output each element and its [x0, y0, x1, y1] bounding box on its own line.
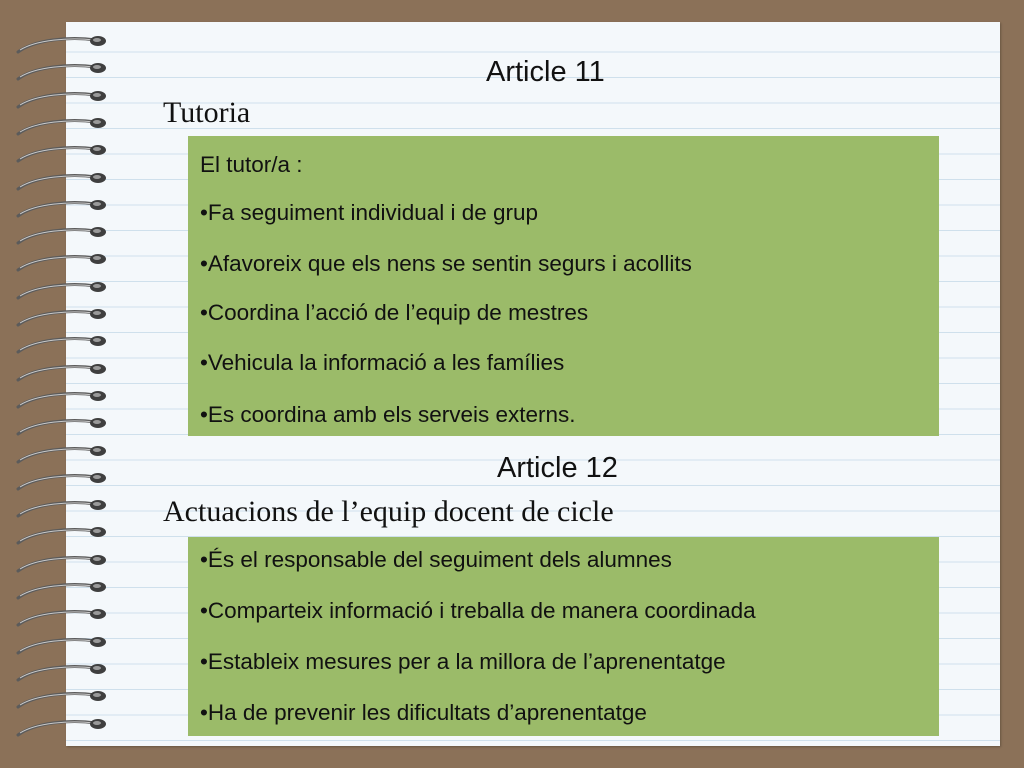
- spiral-ring-icon: [14, 305, 114, 331]
- spiral-ring-icon: [14, 469, 114, 495]
- spiral-ring-icon: [14, 387, 114, 413]
- spiral-ring-icon: [14, 59, 114, 85]
- spiral-ring-icon: [14, 32, 114, 58]
- article-11-box: [188, 136, 939, 436]
- spiral-ring-icon: [14, 660, 114, 686]
- spiral-ring-icon: [14, 442, 114, 468]
- article-11-line-3: •Coordina l’acció de l’equip de mestres: [200, 300, 589, 325]
- article-11-line-4: •Vehicula la informació a les famílies: [200, 350, 565, 375]
- spiral-ring-icon: [14, 114, 114, 140]
- article-11-line-2: •Afavoreix que els nens se sentin segurs i acollits: [200, 251, 692, 276]
- spiral-ring-icon: [14, 332, 114, 358]
- article-12-heading: Article 12: [497, 452, 618, 484]
- article-12-line-0: •És el responsable del seguiment dels alumnes: [200, 547, 672, 572]
- article-12-line-1: •Comparteix informació i treballa de manera coordinada: [200, 598, 756, 623]
- spiral-ring-icon: [14, 551, 114, 577]
- spiral-ring-icon: [14, 496, 114, 522]
- article-11-line-1: •Fa seguiment individual i de grup: [200, 200, 539, 225]
- spiral-ring-icon: [14, 578, 114, 604]
- article-11-heading: Article 11: [486, 56, 605, 88]
- spiral-ring-icon: [14, 87, 114, 113]
- spiral-ring-icon: [14, 414, 114, 440]
- spiral-ring-icon: [14, 250, 114, 276]
- spiral-ring-icon: [14, 605, 114, 631]
- article-12-line-3: •Ha de prevenir les dificultats d’aprenentatge: [200, 700, 647, 725]
- spiral-ring-icon: [14, 196, 114, 222]
- article-12-subheading: Actuacions de l’equip docent de cicle: [163, 495, 614, 528]
- article-11-subheading: Tutoria: [163, 96, 251, 129]
- spiral-ring-icon: [14, 360, 114, 386]
- spiral-ring-icon: [14, 687, 114, 713]
- spiral-ring-icon: [14, 223, 114, 249]
- spiral-ring-icon: [14, 141, 114, 167]
- spiral-ring-icon: [14, 278, 114, 304]
- article-11-line-0: El tutor/a :: [200, 152, 303, 177]
- spiral-ring-icon: [14, 169, 114, 195]
- article-12-line-2: •Estableix mesures per a la millora de l’aprenentatge: [200, 649, 726, 674]
- spiral-ring-icon: [14, 633, 114, 659]
- spiral-ring-icon: [14, 523, 114, 549]
- article-11-line-5: •Es coordina amb els serveis externs.: [200, 402, 576, 427]
- spiral-ring-icon: [14, 715, 114, 741]
- article-12-box: [188, 537, 939, 736]
